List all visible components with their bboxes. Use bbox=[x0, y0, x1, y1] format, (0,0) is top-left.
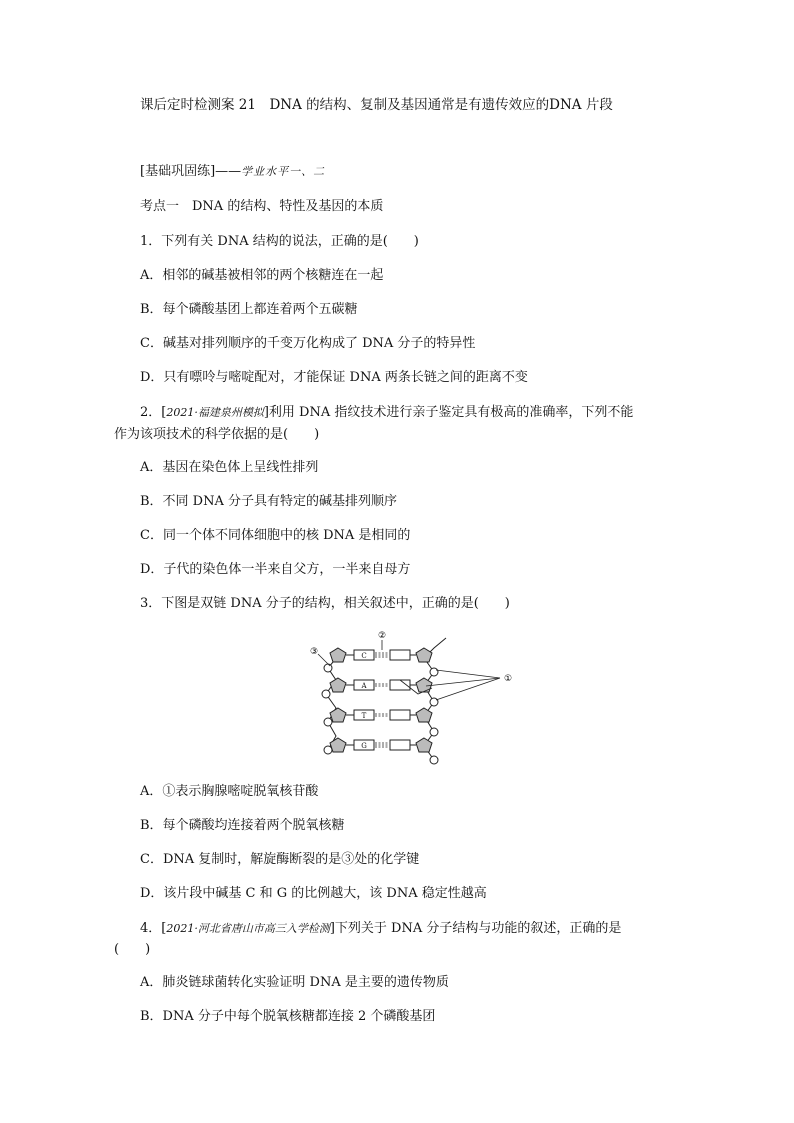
question-3-stem: 3．下图是双链 DNA 分子的结构，相关叙述中，正确的是( ) bbox=[140, 596, 510, 611]
base-box-1-right bbox=[390, 650, 410, 660]
base-box-4-right bbox=[390, 740, 410, 750]
page-title: 课后定时检测案 21 DNA 的结构、复制及基因通常是有遗传效应的DNA 片段 bbox=[140, 97, 613, 113]
right-phosphate-3 bbox=[430, 728, 438, 736]
section-heading bbox=[140, 163, 325, 180]
label-3: ③ bbox=[309, 647, 319, 657]
label-3-pointer bbox=[318, 654, 330, 666]
question-2-source: 2021·福建泉州模拟 bbox=[166, 406, 264, 419]
base-label-t: T bbox=[361, 712, 367, 720]
right-phosphate-4 bbox=[430, 756, 438, 764]
question-3-option-b: B．每个磷酸均连接着两个脱氧核糖 bbox=[140, 818, 345, 833]
right-sugar-4 bbox=[416, 738, 432, 752]
question-1-option-d: D．只有嘌呤与嘧啶配对，才能保证 DNA 两条长链之间的距离不变 bbox=[140, 370, 528, 385]
right-sugar-1 bbox=[416, 648, 432, 662]
left-phosphate-3 bbox=[324, 718, 332, 726]
base-label-g: G bbox=[361, 742, 367, 750]
left-sugar-2 bbox=[330, 678, 346, 692]
right-phosphate-2 bbox=[430, 698, 438, 706]
question-4-stem bbox=[140, 920, 621, 937]
question-4-number: 4．[ bbox=[140, 921, 167, 936]
left-phosphate-4 bbox=[324, 746, 332, 754]
label-1-line-top bbox=[436, 670, 500, 678]
left-sugar-3 bbox=[330, 708, 346, 722]
question-1-option-a: A．相邻的碱基被相邻的两个核糖连在一起 bbox=[140, 268, 384, 283]
right-sugar-2 bbox=[416, 678, 432, 692]
question-3-option-a: A．①表示胸腺嘧啶脱氧核苷酸 bbox=[140, 784, 319, 799]
question-2-option-d: D．子代的染色体一半来自父方，一半来自母方 bbox=[140, 562, 411, 577]
question-4-option-a: A．肺炎链球菌转化实验证明 DNA 是主要的遗传物质 bbox=[140, 975, 449, 990]
question-1-stem: 1．下列有关 DNA 结构的说法，正确的是( ) bbox=[140, 234, 419, 249]
left-sugar-4 bbox=[330, 738, 346, 752]
question-1-option-c: C．碱基对排列顺序的千变万化构成了 DNA 分子的特异性 bbox=[140, 336, 476, 351]
question-2-text: ]利用 DNA 指纹技术进行亲子鉴定具有极高的准确率，下列不能 bbox=[263, 405, 634, 420]
left-sugar-1 bbox=[330, 648, 346, 662]
right-sugar-3 bbox=[416, 708, 432, 722]
section-level-note: 学业水平一、二 bbox=[241, 165, 326, 178]
label-1: ① bbox=[503, 674, 513, 684]
question-2-number: 2．[ bbox=[140, 405, 167, 420]
question-4-option-b: B．DNA 分子中每个脱氧核糖都连接 2 个磷酸基团 bbox=[140, 1009, 436, 1024]
question-2-option-c: C．同一个体不同体细胞中的核 DNA 是相同的 bbox=[140, 528, 411, 543]
question-2-option-a: A．基因在染色体上呈线性排列 bbox=[140, 460, 319, 475]
left-phosphate-1 bbox=[324, 664, 332, 672]
left-phosphate-2 bbox=[322, 690, 330, 698]
question-4-source: 2021·河北省唐山市高三入学检测 bbox=[166, 922, 330, 935]
question-1-option-b: B．每个磷酸基团上都连着两个五碳糖 bbox=[140, 302, 358, 317]
question-2-stem-continued: 作为该项技术的科学依据的是( ) bbox=[114, 427, 320, 442]
topic-heading: 考点一 DNA 的结构、特性及基因的本质 bbox=[140, 199, 384, 214]
question-3-option-d: D．该片段中碱基 C 和 G 的比例越大，该 DNA 稳定性越高 bbox=[140, 886, 487, 901]
dna-structure-diagram bbox=[300, 628, 530, 768]
question-4-text: ]下列关于 DNA 分子结构与功能的叙述，正确的是 bbox=[329, 921, 622, 936]
question-4-stem-continued: ( ) bbox=[114, 942, 151, 957]
section-label: [基础巩固练]—— bbox=[140, 164, 242, 179]
right-phosphate-1 bbox=[430, 668, 438, 676]
base-label-a: A bbox=[361, 682, 367, 690]
base-box-3-right bbox=[390, 710, 410, 720]
question-2-option-b: B．不同 DNA 分子具有特定的碱基排列顺序 bbox=[140, 494, 398, 509]
label-2: ② bbox=[377, 631, 387, 641]
question-2-stem bbox=[140, 404, 633, 421]
base-label-c: C bbox=[361, 652, 367, 660]
question-3-option-c: C．DNA 复制时，解旋酶断裂的是③处的化学键 bbox=[140, 852, 420, 867]
